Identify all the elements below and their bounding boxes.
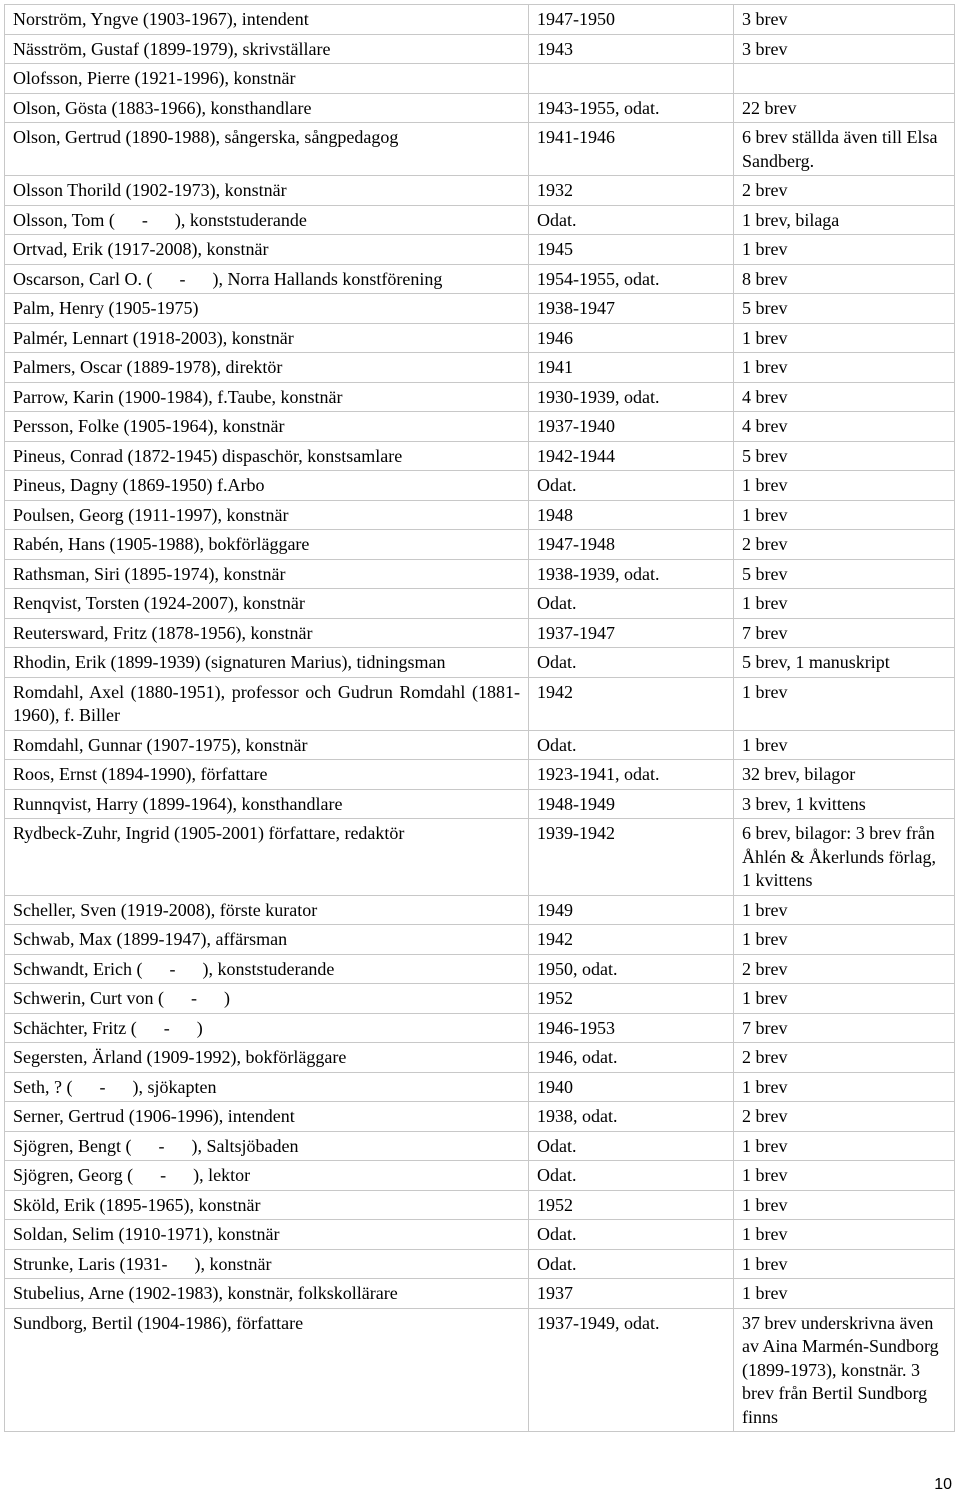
extent-cell: 1 brev bbox=[734, 235, 955, 265]
correspondent-name-cell: Olsson Thorild (1902-1973), konstnär bbox=[5, 176, 529, 206]
extent-cell: 4 brev bbox=[734, 412, 955, 442]
correspondent-name-cell: Sköld, Erik (1895-1965), konstnär bbox=[5, 1190, 529, 1220]
correspondent-name-cell: Runnqvist, Harry (1899-1964), konsthandlare bbox=[5, 789, 529, 819]
page-number: 10 bbox=[934, 1476, 952, 1493]
table-row bbox=[5, 500, 955, 530]
correspondent-name-cell: Romdahl, Axel (1880-1951), professor och Gudrun Romdahl (1881-1960), f. Biller bbox=[5, 677, 529, 730]
table-body bbox=[5, 5, 955, 1432]
table-row bbox=[5, 1161, 955, 1191]
table-row bbox=[5, 5, 955, 35]
table-row bbox=[5, 1220, 955, 1250]
correspondent-name-cell: Palmér, Lennart (1918-2003), konstnär bbox=[5, 323, 529, 353]
extent-cell: 1 brev bbox=[734, 677, 955, 730]
extent-cell: 1 brev bbox=[734, 471, 955, 501]
correspondent-name-cell: Oscarson, Carl O. ( - ), Norra Hallands konstförening bbox=[5, 264, 529, 294]
table-row bbox=[5, 412, 955, 442]
table-row bbox=[5, 323, 955, 353]
extent-cell: 5 brev bbox=[734, 441, 955, 471]
date-cell: Odat. bbox=[529, 1249, 734, 1279]
date-cell: 1937 bbox=[529, 1279, 734, 1309]
extent-cell: 7 brev bbox=[734, 618, 955, 648]
date-cell: 1941-1946 bbox=[529, 123, 734, 176]
extent-cell: 1 brev bbox=[734, 925, 955, 955]
date-cell: 1939-1942 bbox=[529, 819, 734, 896]
table-row bbox=[5, 382, 955, 412]
date-cell: 1952 bbox=[529, 1190, 734, 1220]
correspondent-name-cell: Rhodin, Erik (1899-1939) (signaturen Marius), tidningsman bbox=[5, 648, 529, 678]
date-cell: 1950, odat. bbox=[529, 954, 734, 984]
date-cell bbox=[529, 64, 734, 94]
date-cell: 1937-1949, odat. bbox=[529, 1308, 734, 1432]
table-row bbox=[5, 760, 955, 790]
date-cell: 1938, odat. bbox=[529, 1102, 734, 1132]
extent-cell: 3 brev bbox=[734, 5, 955, 35]
date-cell: 1954-1955, odat. bbox=[529, 264, 734, 294]
correspondent-name-cell: Rathsman, Siri (1895-1974), konstnär bbox=[5, 559, 529, 589]
table-row bbox=[5, 1279, 955, 1309]
date-cell: Odat. bbox=[529, 471, 734, 501]
table-row bbox=[5, 530, 955, 560]
date-cell: Odat. bbox=[529, 1220, 734, 1250]
correspondent-name-cell: Stubelius, Arne (1902-1983), konstnär, folkskollärare bbox=[5, 1279, 529, 1309]
extent-cell: 1 brev, bilaga bbox=[734, 205, 955, 235]
date-cell: 1946-1953 bbox=[529, 1013, 734, 1043]
extent-cell: 1 brev bbox=[734, 353, 955, 383]
table-row bbox=[5, 235, 955, 265]
extent-cell: 1 brev bbox=[734, 1279, 955, 1309]
extent-cell: 5 brev, 1 manuskript bbox=[734, 648, 955, 678]
extent-cell: 1 brev bbox=[734, 1249, 955, 1279]
extent-cell: 1 brev bbox=[734, 1190, 955, 1220]
table-row bbox=[5, 1102, 955, 1132]
table-row bbox=[5, 925, 955, 955]
table-row bbox=[5, 789, 955, 819]
letters-register-table bbox=[4, 4, 955, 1432]
table-row bbox=[5, 559, 955, 589]
correspondent-name-cell: Norström, Yngve (1903-1967), intendent bbox=[5, 5, 529, 35]
date-cell: 1948 bbox=[529, 500, 734, 530]
extent-cell: 2 brev bbox=[734, 1102, 955, 1132]
date-cell: 1943-1955, odat. bbox=[529, 93, 734, 123]
extent-cell: 1 brev bbox=[734, 589, 955, 619]
correspondent-name-cell: Schwab, Max (1899-1947), affärsman bbox=[5, 925, 529, 955]
date-cell: 1943 bbox=[529, 34, 734, 64]
extent-cell: 4 brev bbox=[734, 382, 955, 412]
date-cell: 1932 bbox=[529, 176, 734, 206]
table-row bbox=[5, 441, 955, 471]
date-cell: 1942 bbox=[529, 677, 734, 730]
table-row bbox=[5, 264, 955, 294]
extent-cell: 1 brev bbox=[734, 1161, 955, 1191]
extent-cell: 1 brev bbox=[734, 895, 955, 925]
extent-cell: 32 brev, bilagor bbox=[734, 760, 955, 790]
date-cell: 1938-1939, odat. bbox=[529, 559, 734, 589]
correspondent-name-cell: Renqvist, Torsten (1924-2007), konstnär bbox=[5, 589, 529, 619]
extent-cell: 2 brev bbox=[734, 954, 955, 984]
extent-cell: 3 brev, 1 kvittens bbox=[734, 789, 955, 819]
date-cell: Odat. bbox=[529, 589, 734, 619]
date-cell: Odat. bbox=[529, 1161, 734, 1191]
table-row bbox=[5, 1013, 955, 1043]
correspondent-name-cell: Palm, Henry (1905-1975) bbox=[5, 294, 529, 324]
table-row bbox=[5, 895, 955, 925]
correspondent-name-cell: Schächter, Fritz ( - ) bbox=[5, 1013, 529, 1043]
correspondent-name-cell: Olofsson, Pierre (1921-1996), konstnär bbox=[5, 64, 529, 94]
correspondent-name-cell: Olson, Gertrud (1890-1988), sångerska, sångpedagog bbox=[5, 123, 529, 176]
correspondent-name-cell: Pineus, Dagny (1869-1950) f.Arbo bbox=[5, 471, 529, 501]
extent-cell: 2 brev bbox=[734, 176, 955, 206]
correspondent-name-cell: Soldan, Selim (1910-1971), konstnär bbox=[5, 1220, 529, 1250]
date-cell: 1952 bbox=[529, 984, 734, 1014]
table-row bbox=[5, 1043, 955, 1073]
correspondent-name-cell: Reutersward, Fritz (1878-1956), konstnär bbox=[5, 618, 529, 648]
date-cell: 1947-1950 bbox=[529, 5, 734, 35]
date-cell: 1923-1941, odat. bbox=[529, 760, 734, 790]
table-row bbox=[5, 353, 955, 383]
date-cell: Odat. bbox=[529, 1131, 734, 1161]
correspondent-name-cell: Sjögren, Georg ( - ), lektor bbox=[5, 1161, 529, 1191]
table-row bbox=[5, 1131, 955, 1161]
table-row bbox=[5, 1072, 955, 1102]
correspondent-name-cell: Olsson, Tom ( - ), konststuderande bbox=[5, 205, 529, 235]
extent-cell: 7 brev bbox=[734, 1013, 955, 1043]
table-row bbox=[5, 1190, 955, 1220]
table-row bbox=[5, 1308, 955, 1432]
date-cell: Odat. bbox=[529, 648, 734, 678]
correspondent-name-cell: Schwerin, Curt von ( - ) bbox=[5, 984, 529, 1014]
extent-cell: 6 brev ställda även till Elsa Sandberg. bbox=[734, 123, 955, 176]
date-cell: 1942-1944 bbox=[529, 441, 734, 471]
date-cell: 1945 bbox=[529, 235, 734, 265]
date-cell: 1937-1940 bbox=[529, 412, 734, 442]
correspondent-name-cell: Strunke, Laris (1931- ), konstnär bbox=[5, 1249, 529, 1279]
extent-cell: 1 brev bbox=[734, 1220, 955, 1250]
date-cell: 1946 bbox=[529, 323, 734, 353]
table-row bbox=[5, 589, 955, 619]
table-row bbox=[5, 64, 955, 94]
extent-cell: 1 brev bbox=[734, 1072, 955, 1102]
correspondent-name-cell: Palmers, Oscar (1889-1978), direktör bbox=[5, 353, 529, 383]
table-row bbox=[5, 677, 955, 730]
date-cell: 1937-1947 bbox=[529, 618, 734, 648]
date-cell: 1949 bbox=[529, 895, 734, 925]
extent-cell: 1 brev bbox=[734, 984, 955, 1014]
correspondent-name-cell: Näsström, Gustaf (1899-1979), skrivställare bbox=[5, 34, 529, 64]
extent-cell: 8 brev bbox=[734, 264, 955, 294]
extent-cell: 1 brev bbox=[734, 730, 955, 760]
table-row bbox=[5, 954, 955, 984]
table-row bbox=[5, 730, 955, 760]
table-row bbox=[5, 205, 955, 235]
extent-cell: 6 brev, bilagor: 3 brev från Åhlén & Åkerlunds förlag, 1 kvittens bbox=[734, 819, 955, 896]
table-row bbox=[5, 618, 955, 648]
extent-cell: 2 brev bbox=[734, 530, 955, 560]
extent-cell: 1 brev bbox=[734, 323, 955, 353]
table-row bbox=[5, 984, 955, 1014]
correspondent-name-cell: Sundborg, Bertil (1904-1986), författare bbox=[5, 1308, 529, 1432]
table-row bbox=[5, 648, 955, 678]
correspondent-name-cell: Ortvad, Erik (1917-2008), konstnär bbox=[5, 235, 529, 265]
table-row bbox=[5, 34, 955, 64]
extent-cell: 3 brev bbox=[734, 34, 955, 64]
correspondent-name-cell: Schwandt, Erich ( - ), konststuderande bbox=[5, 954, 529, 984]
correspondent-name-cell: Seth, ? ( - ), sjökapten bbox=[5, 1072, 529, 1102]
table-row bbox=[5, 819, 955, 896]
correspondent-name-cell: Persson, Folke (1905-1964), konstnär bbox=[5, 412, 529, 442]
extent-cell bbox=[734, 64, 955, 94]
table-row bbox=[5, 471, 955, 501]
correspondent-name-cell: Segersten, Ärland (1909-1992), bokförläggare bbox=[5, 1043, 529, 1073]
correspondent-name-cell: Roos, Ernst (1894-1990), författare bbox=[5, 760, 529, 790]
date-cell: Odat. bbox=[529, 205, 734, 235]
correspondent-name-cell: Sjögren, Bengt ( - ), Saltsjöbaden bbox=[5, 1131, 529, 1161]
extent-cell: 37 brev underskrivna även av Aina Marmén-Sundborg (1899-1973), konstnär. 3 brev från Bertil Sundborg finns bbox=[734, 1308, 955, 1432]
extent-cell: 22 brev bbox=[734, 93, 955, 123]
extent-cell: 2 brev bbox=[734, 1043, 955, 1073]
date-cell: 1938-1947 bbox=[529, 294, 734, 324]
date-cell: 1940 bbox=[529, 1072, 734, 1102]
correspondent-name-cell: Olson, Gösta (1883-1966), konsthandlare bbox=[5, 93, 529, 123]
extent-cell: 1 brev bbox=[734, 500, 955, 530]
correspondent-name-cell: Pineus, Conrad (1872-1945) dispaschör, konstsamlare bbox=[5, 441, 529, 471]
correspondent-name-cell: Scheller, Sven (1919-2008), förste kurator bbox=[5, 895, 529, 925]
date-cell: 1930-1939, odat. bbox=[529, 382, 734, 412]
extent-cell: 5 brev bbox=[734, 559, 955, 589]
date-cell: 1947-1948 bbox=[529, 530, 734, 560]
correspondent-name-cell: Rabén, Hans (1905-1988), bokförläggare bbox=[5, 530, 529, 560]
date-cell: 1941 bbox=[529, 353, 734, 383]
correspondent-name-cell: Romdahl, Gunnar (1907-1975), konstnär bbox=[5, 730, 529, 760]
extent-cell: 1 brev bbox=[734, 1131, 955, 1161]
table-row bbox=[5, 176, 955, 206]
correspondent-name-cell: Rydbeck-Zuhr, Ingrid (1905-2001) författare, redaktör bbox=[5, 819, 529, 896]
table-row bbox=[5, 93, 955, 123]
date-cell: 1946, odat. bbox=[529, 1043, 734, 1073]
table-row bbox=[5, 1249, 955, 1279]
date-cell: Odat. bbox=[529, 730, 734, 760]
date-cell: 1942 bbox=[529, 925, 734, 955]
correspondent-name-cell: Parrow, Karin (1900-1984), f.Taube, konstnär bbox=[5, 382, 529, 412]
date-cell: 1948-1949 bbox=[529, 789, 734, 819]
extent-cell: 5 brev bbox=[734, 294, 955, 324]
correspondent-name-cell: Serner, Gertrud (1906-1996), intendent bbox=[5, 1102, 529, 1132]
table-row bbox=[5, 294, 955, 324]
correspondent-name-cell: Poulsen, Georg (1911-1997), konstnär bbox=[5, 500, 529, 530]
table-row bbox=[5, 123, 955, 176]
